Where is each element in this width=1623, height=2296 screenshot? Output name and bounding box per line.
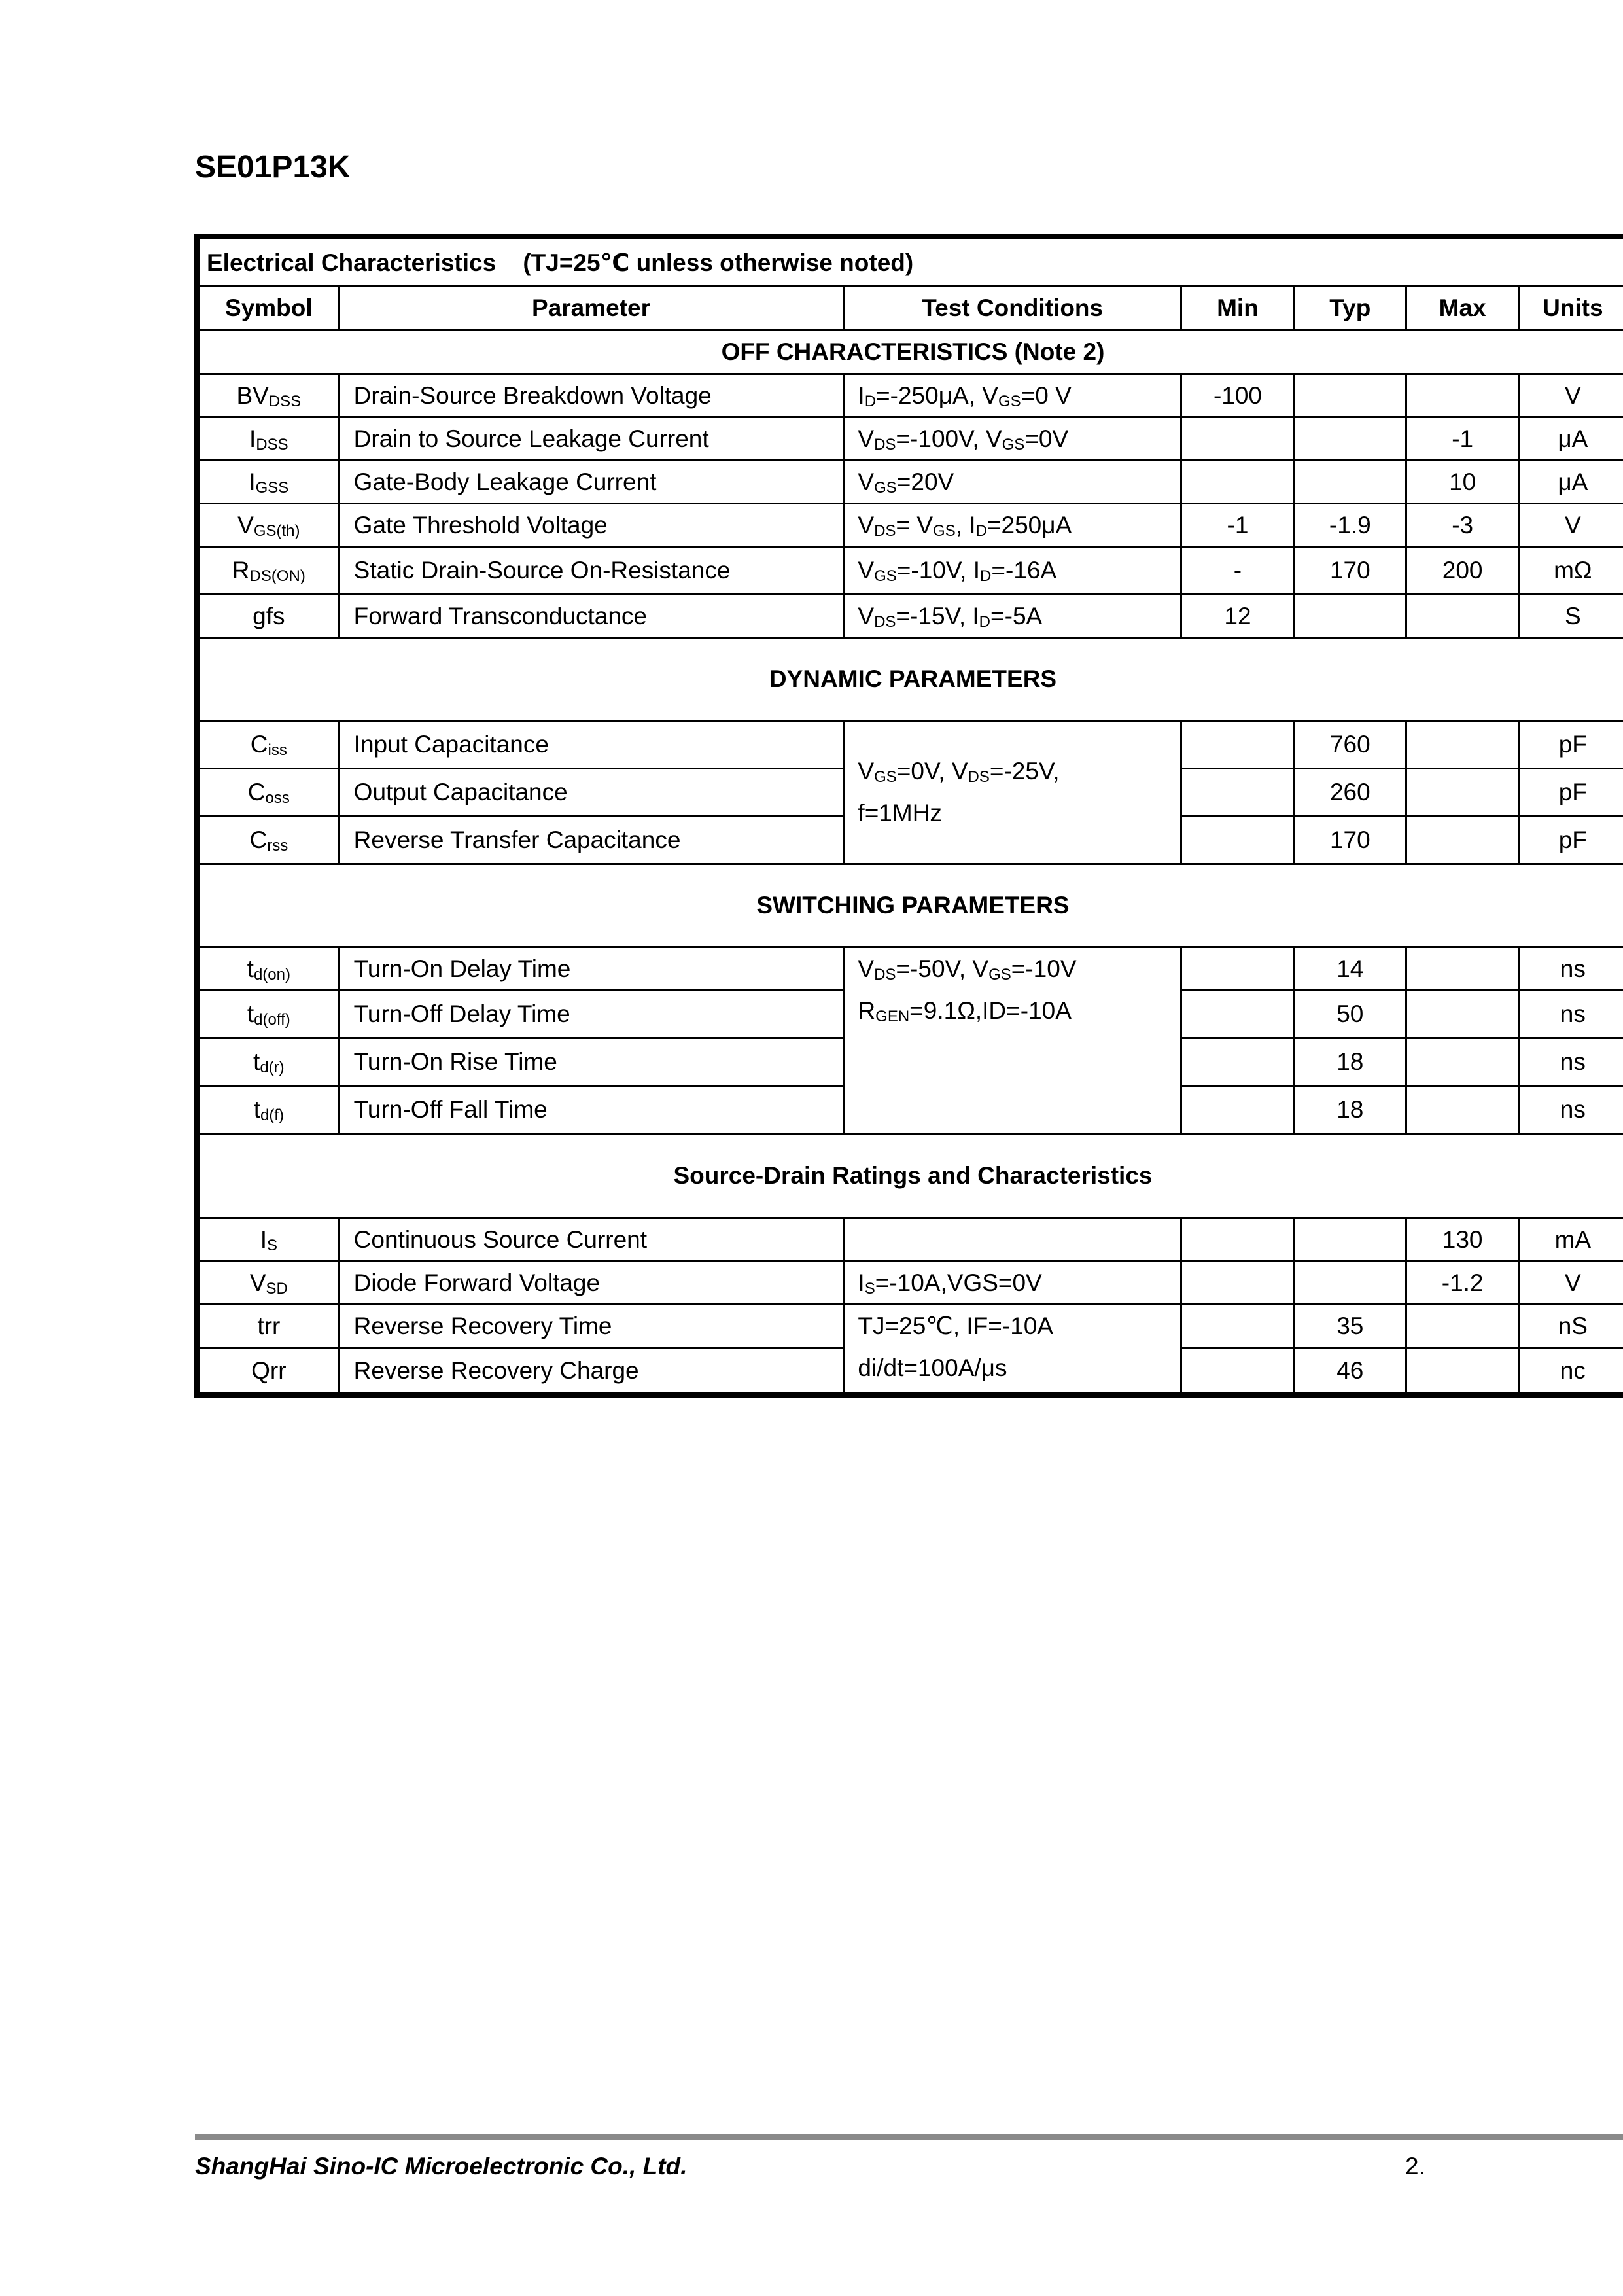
parameter-cell: Gate Threshold Voltage bbox=[338, 504, 844, 547]
typ-cell: 46 bbox=[1294, 1348, 1406, 1396]
max-cell bbox=[1406, 1305, 1519, 1348]
typ-cell: 260 bbox=[1294, 769, 1406, 817]
footer-divider bbox=[195, 2134, 1623, 2140]
caption-text: Electrical Characteristics bbox=[207, 249, 497, 276]
section-row bbox=[198, 330, 1623, 374]
symbol-cell: gfs bbox=[198, 595, 339, 638]
unit-cell: S bbox=[1519, 595, 1623, 638]
table-title-row bbox=[198, 237, 1623, 287]
table-row bbox=[198, 947, 1623, 991]
parameter-cell: Input Capacitance bbox=[338, 721, 844, 769]
typ-cell bbox=[1294, 1262, 1406, 1305]
symbol-cell: $BV_{DSS}$ bbox=[198, 374, 339, 417]
condition-cell: $V_{GS}=0V$, $V_{DS}=-25V$, f=1MHz bbox=[844, 721, 1181, 864]
symbol-cell: $C_{rss}$ bbox=[198, 817, 339, 864]
max-cell: 130 bbox=[1406, 1218, 1519, 1262]
min-cell bbox=[1181, 1262, 1294, 1305]
typ-cell: 18 bbox=[1294, 1038, 1406, 1086]
section-off-title: OFF CHARACTERISTICS (Note 2) bbox=[198, 330, 1623, 374]
min-cell: -100 bbox=[1181, 374, 1294, 417]
parameter-cell: Continuous Source Current bbox=[338, 1218, 844, 1262]
parameter-cell: Reverse Transfer Capacitance bbox=[338, 817, 844, 864]
page-number: 2. bbox=[1405, 2153, 1425, 2180]
max-cell bbox=[1406, 374, 1519, 417]
min-cell bbox=[1181, 1218, 1294, 1262]
condition-cell bbox=[844, 1218, 1181, 1262]
condition-cell: $V_{DS}= V_{GS}$, $I_D=250\mu A$ bbox=[844, 504, 1181, 547]
section-row bbox=[198, 864, 1623, 947]
max-cell bbox=[1406, 991, 1519, 1038]
min-cell bbox=[1181, 817, 1294, 864]
typ-cell: 18 bbox=[1294, 1086, 1406, 1134]
unit-cell: pF bbox=[1519, 769, 1623, 817]
max-cell bbox=[1406, 721, 1519, 769]
condition-cell: $I_S=-10A,VGS=0V$ bbox=[844, 1262, 1181, 1305]
min-cell bbox=[1181, 1305, 1294, 1348]
unit-cell: pF bbox=[1519, 721, 1623, 769]
header-parameter: Parameter bbox=[338, 287, 844, 330]
parameter-cell: Diode Forward Voltage bbox=[338, 1262, 844, 1305]
unit-cell: pF bbox=[1519, 817, 1623, 864]
max-cell bbox=[1406, 947, 1519, 991]
symbol-cell: trr bbox=[198, 1305, 339, 1348]
typ-cell: 170 bbox=[1294, 817, 1406, 864]
max-cell bbox=[1406, 769, 1519, 817]
unit-cell: nS bbox=[1519, 1305, 1623, 1348]
header-min: Min bbox=[1181, 287, 1294, 330]
min-cell bbox=[1181, 721, 1294, 769]
header-max: Max bbox=[1406, 287, 1519, 330]
parameter-cell: Output Capacitance bbox=[338, 769, 844, 817]
max-cell: -3 bbox=[1406, 504, 1519, 547]
condition-cell: $V_{DS}=-15V$, $I_D=-5A$ bbox=[844, 595, 1181, 638]
symbol-cell: $C_{iss}$ bbox=[198, 721, 339, 769]
condition-cell: $V_{DS}=-100V$, $V_{GS}=0V$ bbox=[844, 417, 1181, 461]
unit-cell: ns bbox=[1519, 947, 1623, 991]
max-cell: 10 bbox=[1406, 461, 1519, 504]
typ-cell: 14 bbox=[1294, 947, 1406, 991]
condition-cell: $I_D=-250\mu A$, $V_{GS}=0$ V bbox=[844, 374, 1181, 417]
typ-cell: -1.9 bbox=[1294, 504, 1406, 547]
unit-cell: ns bbox=[1519, 1038, 1623, 1086]
typ-cell bbox=[1294, 461, 1406, 504]
typ-cell: 50 bbox=[1294, 991, 1406, 1038]
symbol-cell: $I_{GSS}$ bbox=[198, 461, 339, 504]
typ-cell bbox=[1294, 595, 1406, 638]
table-row bbox=[198, 461, 1623, 504]
table-caption bbox=[198, 237, 1623, 287]
min-cell: -1 bbox=[1181, 504, 1294, 547]
symbol-cell: Qrr bbox=[198, 1348, 339, 1396]
caption-note: (TJ=25℃ unless otherwise noted) bbox=[523, 249, 914, 276]
min-cell bbox=[1181, 769, 1294, 817]
max-cell bbox=[1406, 1348, 1519, 1396]
min-cell bbox=[1181, 991, 1294, 1038]
symbol-cell: $t_{d(f)}$ bbox=[198, 1086, 339, 1134]
typ-cell: 170 bbox=[1294, 547, 1406, 595]
typ-cell bbox=[1294, 374, 1406, 417]
max-cell: 200 bbox=[1406, 547, 1519, 595]
max-cell bbox=[1406, 595, 1519, 638]
table-row bbox=[198, 547, 1623, 595]
symbol-cell: $R_{DS(ON)}$ bbox=[198, 547, 339, 595]
parameter-cell: Forward Transconductance bbox=[338, 595, 844, 638]
max-cell bbox=[1406, 817, 1519, 864]
max-cell bbox=[1406, 1086, 1519, 1134]
parameter-cell: Turn-On Rise Time bbox=[338, 1038, 844, 1086]
typ-cell bbox=[1294, 417, 1406, 461]
unit-cell: V bbox=[1519, 374, 1623, 417]
symbol-cell: $V_{GS(th)}$ bbox=[198, 504, 339, 547]
min-cell bbox=[1181, 947, 1294, 991]
section-row bbox=[198, 1134, 1623, 1218]
table-row bbox=[198, 374, 1623, 417]
section-switching-title: SWITCHING PARAMETERS bbox=[198, 864, 1623, 947]
parameter-cell: Turn-Off Fall Time bbox=[338, 1086, 844, 1134]
unit-cell: V bbox=[1519, 504, 1623, 547]
min-cell bbox=[1181, 1086, 1294, 1134]
unit-cell: μA bbox=[1519, 461, 1623, 504]
typ-cell bbox=[1294, 1218, 1406, 1262]
header-symbol: Symbol bbox=[198, 287, 339, 330]
header-typ: Typ bbox=[1294, 287, 1406, 330]
min-cell: 12 bbox=[1181, 595, 1294, 638]
unit-cell: nc bbox=[1519, 1348, 1623, 1396]
parameter-cell: Reverse Recovery Time bbox=[338, 1305, 844, 1348]
max-cell: -1.2 bbox=[1406, 1262, 1519, 1305]
parameter-cell: Gate-Body Leakage Current bbox=[338, 461, 844, 504]
unit-cell: V bbox=[1519, 1262, 1623, 1305]
symbol-cell: $C_{oss}$ bbox=[198, 769, 339, 817]
header-test-conditions: Test Conditions bbox=[844, 287, 1181, 330]
parameter-cell: Drain to Source Leakage Current bbox=[338, 417, 844, 461]
table-row bbox=[198, 1262, 1623, 1305]
electrical-characteristics-table bbox=[194, 234, 1623, 1398]
table-row bbox=[198, 417, 1623, 461]
symbol-cell: $I_S$ bbox=[198, 1218, 339, 1262]
condition-cell: $V_{GS}=20V$ bbox=[844, 461, 1181, 504]
parameter-cell: Turn-On Delay Time bbox=[338, 947, 844, 991]
unit-cell: mΩ bbox=[1519, 547, 1623, 595]
table-row bbox=[198, 595, 1623, 638]
table-row bbox=[198, 1218, 1623, 1262]
table-row bbox=[198, 1305, 1623, 1348]
max-cell bbox=[1406, 1038, 1519, 1086]
table-row bbox=[198, 721, 1623, 769]
table-row bbox=[198, 504, 1623, 547]
section-row bbox=[198, 638, 1623, 721]
max-cell: -1 bbox=[1406, 417, 1519, 461]
condition-cell: $V_{DS}=-50V$, $V_{GS}=-10V$ $R_{GEN}=9.1\Omega,ID=-10A$ bbox=[844, 947, 1181, 1134]
symbol-cell: $V_{SD}$ bbox=[198, 1262, 339, 1305]
document-title: SE01P13K bbox=[195, 150, 351, 185]
min-cell bbox=[1181, 1038, 1294, 1086]
parameter-cell: Reverse Recovery Charge bbox=[338, 1348, 844, 1396]
symbol-cell: $t_{d(r)}$ bbox=[198, 1038, 339, 1086]
header-row bbox=[198, 287, 1623, 330]
condition-cell: $V_{GS}=-10V$, $I_D=-16A$ bbox=[844, 547, 1181, 595]
section-dynamic-title: DYNAMIC PARAMETERS bbox=[198, 638, 1623, 721]
typ-cell: 760 bbox=[1294, 721, 1406, 769]
section-source-drain-title: Source-Drain Ratings and Characteristics bbox=[198, 1134, 1623, 1218]
unit-cell: mA bbox=[1519, 1218, 1623, 1262]
parameter-cell: Turn-Off Delay Time bbox=[338, 991, 844, 1038]
min-cell bbox=[1181, 461, 1294, 504]
min-cell bbox=[1181, 417, 1294, 461]
min-cell bbox=[1181, 1348, 1294, 1396]
unit-cell: μA bbox=[1519, 417, 1623, 461]
parameter-cell: Static Drain-Source On-Resistance bbox=[338, 547, 844, 595]
typ-cell: 35 bbox=[1294, 1305, 1406, 1348]
condition-cell: TJ=25℃, IF=-10A di/dt=100A/μs bbox=[844, 1305, 1181, 1396]
parameter-cell: Drain-Source Breakdown Voltage bbox=[338, 374, 844, 417]
footer-company-name: ShangHai Sino-IC Microelectronic Co., Ltd. bbox=[195, 2153, 688, 2180]
header-units: Units bbox=[1519, 287, 1623, 330]
unit-cell: ns bbox=[1519, 1086, 1623, 1134]
symbol-cell: $t_{d(off)}$ bbox=[198, 991, 339, 1038]
symbol-cell: $I_{DSS}$ bbox=[198, 417, 339, 461]
unit-cell: ns bbox=[1519, 991, 1623, 1038]
symbol-cell: $t_{d(on)}$ bbox=[198, 947, 339, 991]
min-cell: - bbox=[1181, 547, 1294, 595]
